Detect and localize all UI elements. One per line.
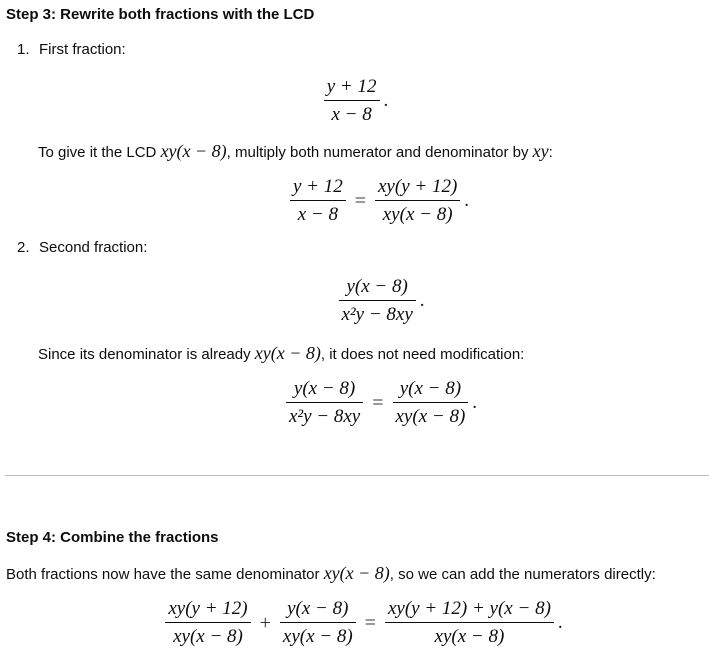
numerator: y + 12 (326, 76, 377, 97)
denominator: xy(x − 8) (395, 406, 466, 428)
period: . (472, 392, 478, 414)
inline-math: xy(x − 8) (323, 563, 390, 583)
list-number: 1. (17, 41, 30, 58)
fraction-bar (286, 402, 363, 403)
note-text: To give it the LCD (38, 144, 161, 161)
section-divider (5, 475, 709, 476)
list-number: 2. (17, 239, 30, 256)
denominator: xy(x − 8) (434, 626, 505, 648)
period: . (383, 90, 389, 112)
fraction-bar (280, 622, 356, 623)
second-fraction-equation (0, 378, 709, 428)
fraction-bar (290, 200, 346, 201)
numerator: y + 12 (292, 176, 343, 197)
note-text: Both fractions now have the same denominator (6, 566, 324, 583)
step4-note (6, 563, 656, 584)
note-text: : (548, 144, 553, 161)
numerator: xy(y + 12) + y(x − 8) (387, 598, 551, 619)
list-item-label: First fraction: (39, 41, 126, 58)
inline-math: xy(x − 8) (254, 343, 321, 363)
second-fraction-expression (0, 276, 709, 326)
numerator: y(x − 8) (399, 378, 462, 399)
period: . (419, 290, 425, 312)
fraction-bar (385, 622, 554, 623)
equals-sign: = (354, 189, 366, 212)
numerator: y(x − 8) (293, 378, 356, 399)
inline-math: xy (532, 141, 549, 161)
fraction-c (385, 598, 554, 648)
step4-heading: Step 4: Combine the fractions (6, 529, 219, 546)
period: . (464, 190, 470, 212)
note-text: Since its denominator is already (38, 346, 255, 363)
plus-sign: + (259, 611, 271, 634)
fraction-bar (324, 100, 380, 101)
fraction-left (290, 176, 346, 226)
list-item-second-fraction (17, 239, 147, 256)
denominator: x²y − 8xy (288, 406, 361, 428)
numerator: xy(y + 12) (378, 176, 458, 197)
numerator: y(x − 8) (287, 598, 349, 619)
fraction (339, 276, 416, 326)
denominator: x − 8 (297, 204, 338, 226)
second-fraction-note (38, 343, 524, 364)
step3-heading: Step 3: Rewrite both fractions with the LCD (6, 6, 315, 23)
fraction-right (393, 378, 469, 428)
first-fraction-equation (0, 176, 709, 226)
fraction-right (375, 176, 460, 226)
denominator: x²y − 8xy (341, 304, 413, 326)
fraction (324, 76, 380, 126)
period: . (557, 612, 563, 634)
denominator: x − 8 (331, 104, 372, 126)
fraction-a (165, 598, 250, 648)
numerator: xy(y + 12) (168, 598, 248, 619)
denominator: xy(x − 8) (173, 626, 243, 648)
fraction-left (286, 378, 363, 428)
equals-sign: = (364, 611, 376, 634)
note-text: , so we can add the numerators directly: (389, 566, 656, 583)
note-text: , multiply both numerator and denominator by (226, 144, 533, 161)
fraction-b (280, 598, 356, 648)
fraction-bar (165, 622, 250, 623)
inline-math: xy(x − 8) (160, 141, 227, 161)
first-fraction-note (38, 141, 553, 162)
fraction-bar (339, 300, 416, 301)
note-text: , it does not need modification: (320, 346, 525, 363)
first-fraction-expression (0, 76, 709, 126)
combined-equation (0, 598, 709, 648)
denominator: xy(x − 8) (382, 204, 453, 226)
numerator: y(x − 8) (346, 276, 408, 297)
equals-sign: = (372, 391, 384, 414)
fraction-bar (375, 200, 460, 201)
list-item-first-fraction (17, 41, 126, 58)
list-item-label: Second fraction: (39, 239, 148, 256)
fraction-bar (393, 402, 469, 403)
denominator: xy(x − 8) (282, 626, 353, 648)
